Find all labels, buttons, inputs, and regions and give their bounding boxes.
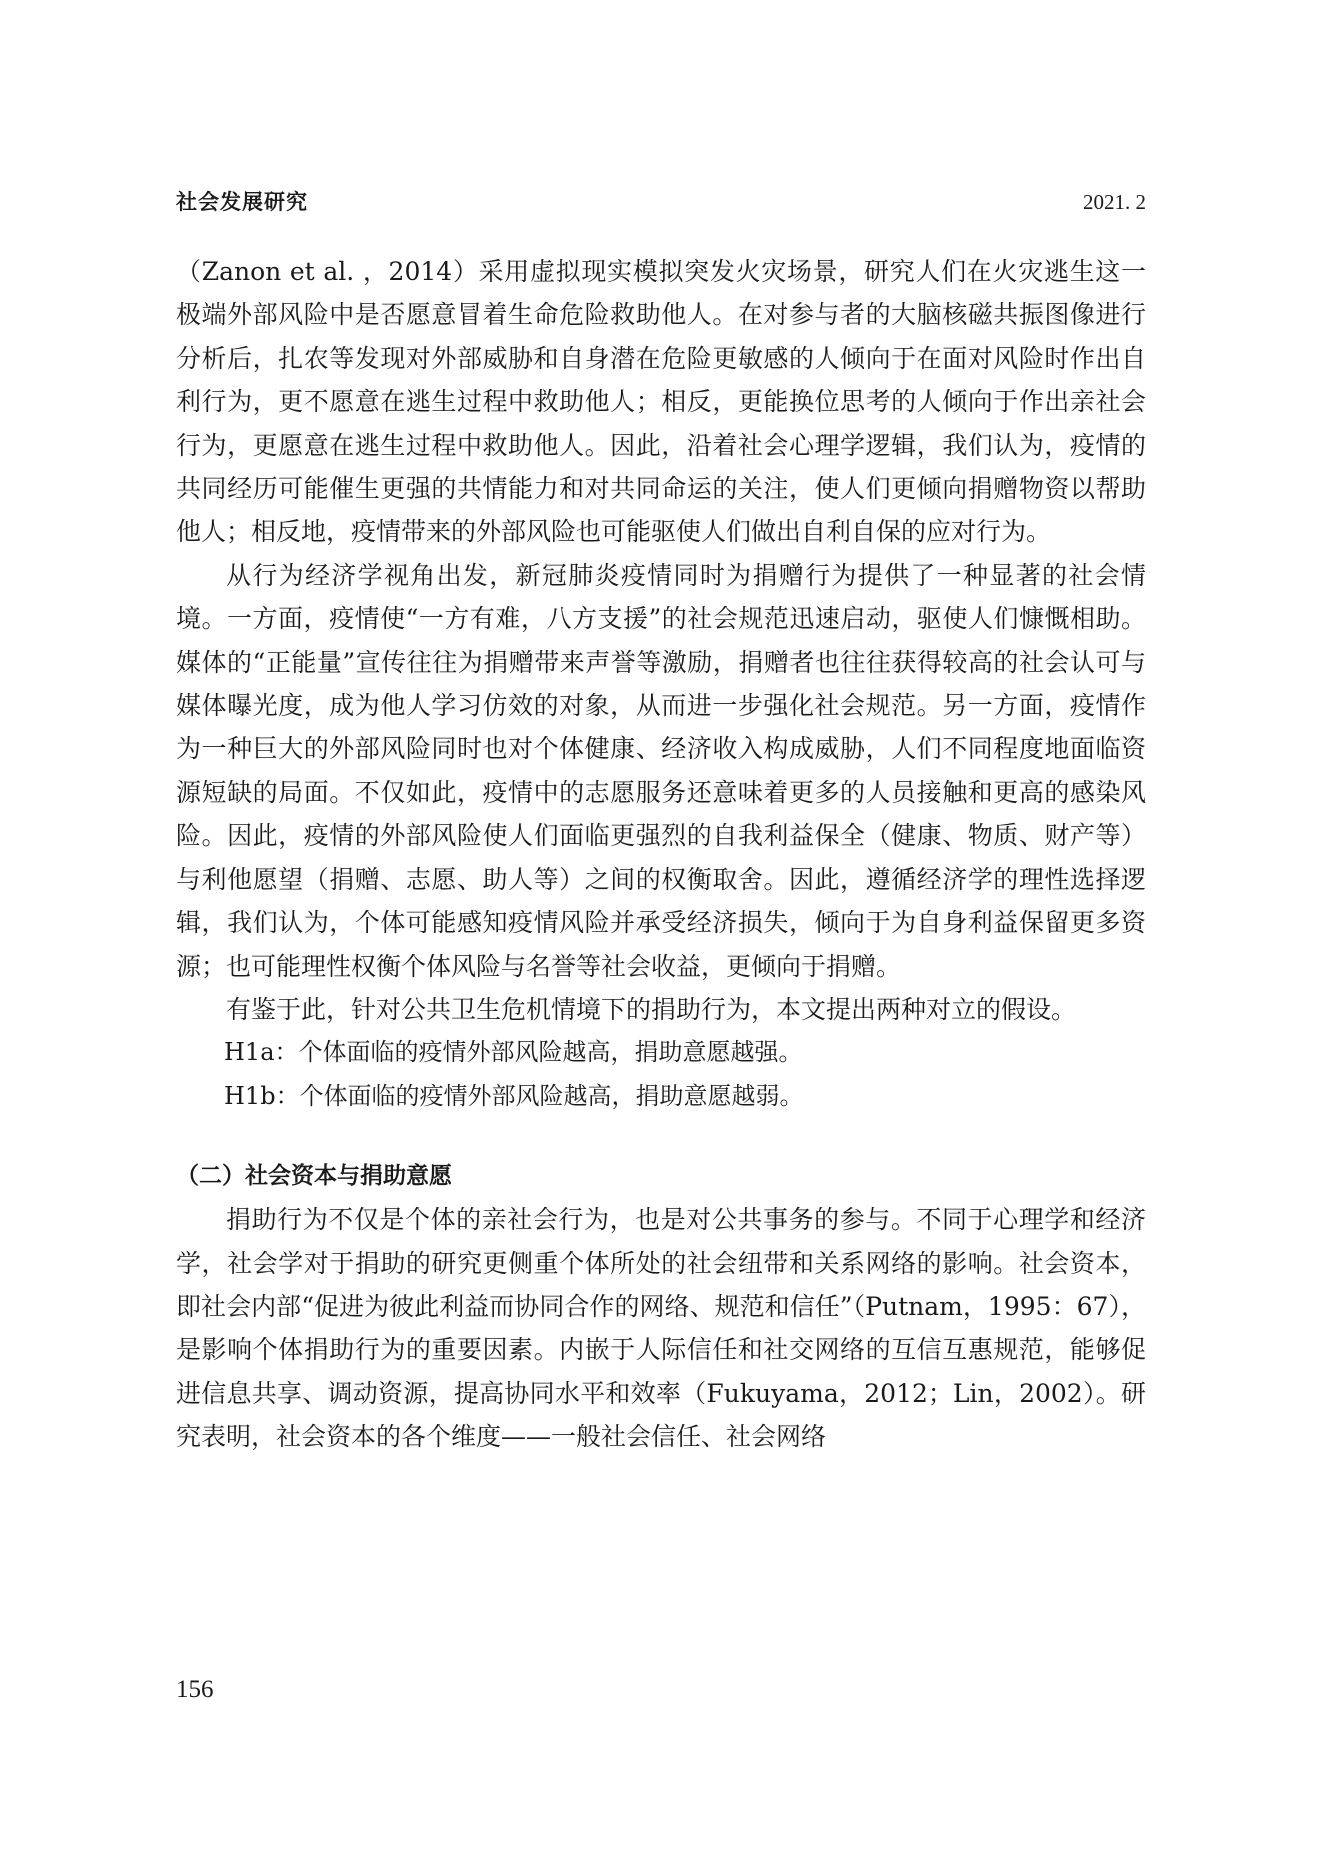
issue-number: 2021. 2 <box>1083 190 1146 214</box>
section-heading: （二）社会资本与捐助意愿 <box>176 1163 452 1190</box>
running-header <box>176 186 1146 220</box>
paragraph-behavioral-economics: 从行为经济学视角出发，新冠肺炎疫情同时为捐赠行为提供了一种显著的社会情境。一方面，疫情使“一方有难，八方支援”的社会规范迅速启动，驱使人们慷慨相助。媒体的“正能量”宣传往往为捐赠带来声誉等激励，捐赠者也往往获得较高的社会认可与媒体曝光度，成为他人学习仿效的对象，从而进一步强化社会规范。另一方面，疫情作为一种巨大的外部风险同时也对个体健康、经济收入构成威胁，人们不同程度地面临资源短缺的局面。不仅如此，疫情中的志愿服务还意味着更多的人员接触和更高的感染风险。因此，疫情的外部风险使人们面临更强烈的自我利益保全（健康、物质、财产等）与利他愿望（捐赠、志愿、助人等）之间的权衡取舍。因此，遵循经济学的理性选择逻辑，我们认为，个体可能感知疫情风险并承受经济损失，倾向于为自身利益保留更多资源；也可能理性权衡个体风险与名誉等社会收益，更倾向于捐赠。 <box>176 560 1146 981</box>
page-number: 156 <box>176 1676 214 1703</box>
paragraph-continued: （Zanon et al. ，2014）采用虚拟现实模拟突发火灾场景，研究人们在火灾逃生这一极端外部风险中是否愿意冒着生命危险救助他人。在对参与者的大脑核磁共振图像进行分析后，扎农等发现对外部威胁和自身潜在危险更敏感的人倾向于在面对风险时作出自利行为，更不愿意在逃生过程中救助他人；相反，更能换位思考的人倾向于作出亲社会行为，更愿意在逃生过程中救助他人。因此，沿着社会心理学逻辑，我们认为，疫情的共同经历可能催生更强的共情能力和对共同命运的关注，使人们更倾向捐赠物资以帮助他人；相反地，疫情带来的外部风险也可能驱使人们做出自利自保的应对行为。 <box>176 257 1146 547</box>
journal-name: 社会发展研究 <box>176 190 308 214</box>
paragraph-social-capital: 捐助行为不仅是个体的亲社会行为，也是对公共事务的参与。不同于心理学和经济学，社会学对于捐助的研究更侧重个体所处的社会纽带和关系网络的影响。社会资本，即社会内部“促进为彼此利益而协同合作的网络、规范和信任”（Putnam，1995：67），是影响个体捐助行为的重要因素。内嵌于人际信任和社交网络的互信互惠规范，能够促进信息共享、调动资源，提高协同水平和效率（Fukuyama，2012；Lin，2002）。研究表明，社会资本的各个维度——一般社会信任、社会网络 <box>176 1205 1146 1452</box>
hypothesis-h1a: H1a：个体面临的疫情外部风险越高，捐助意愿越强。 <box>224 1038 803 1067</box>
paragraph-hypothesis-intro: 有鉴于此，针对公共卫生危机情境下的捐助行为，本文提出两种对立的假设。 <box>226 994 1077 1024</box>
hypothesis-h1b: H1b：个体面临的疫情外部风险越高，捐助意愿越弱。 <box>224 1081 804 1110</box>
body-text <box>176 250 1146 1459</box>
